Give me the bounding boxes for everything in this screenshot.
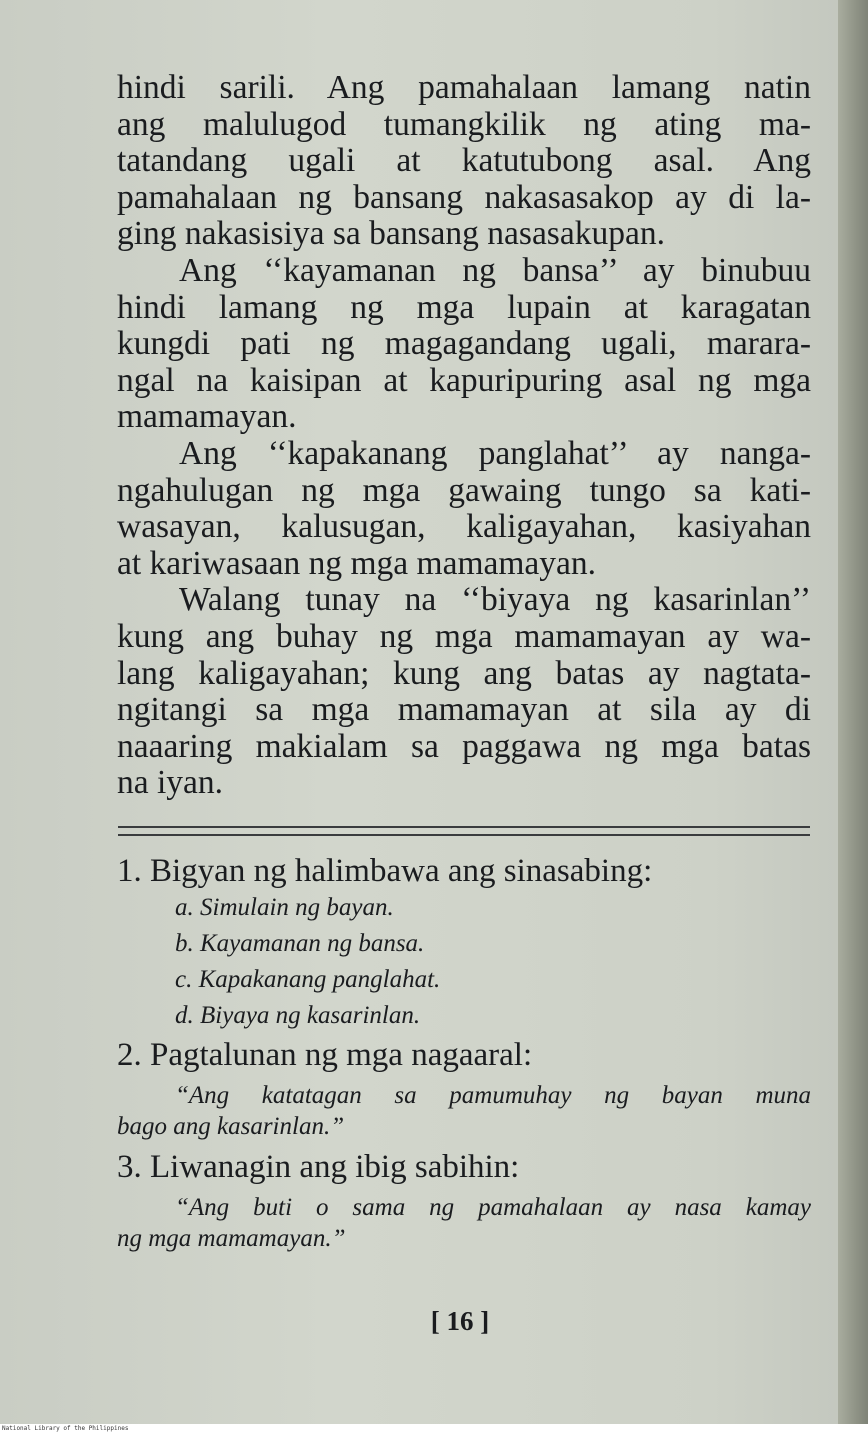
exercise-quote — [117, 1080, 811, 1142]
exercise-item: c. Kapakanang panglahat. — [175, 966, 441, 993]
text-line: kung ang buhay ng mga mamamayan ay wa- — [117, 617, 811, 655]
text-line: tatandang ugali at katutubong asal. Ang — [117, 142, 811, 180]
text-line: lang kaligayahan; kung ang batas ay nagtata- — [117, 654, 811, 692]
text-line: Walang tunay na ‘‘biyaya ng kasarinlan’’ — [179, 581, 811, 619]
double-rule-bottom — [118, 834, 810, 836]
text-line: naaaring makialam sa paggawa ng mga batas — [117, 727, 811, 765]
exercise-item: a. Simulain ng bayan. — [175, 894, 394, 921]
footer-strip — [0, 1424, 868, 1433]
page-number: [ 16 ] — [430, 1306, 490, 1336]
quote-line: “Ang buti o sama ng pamahalaan ay nasa kamay — [175, 1194, 811, 1221]
exercise-heading: 1. Bigyan ng halimbawa ang sinasabing: — [117, 853, 653, 889]
text-line: hindi sarili. Ang pamahalaan lamang natin — [117, 69, 811, 106]
text-line: Ang ‘‘kapakanang panglahat’’ ay nanga- — [179, 434, 811, 472]
text-line: ngal na kaisipan at kapuripuring asal ng mga — [117, 361, 811, 399]
text-line: wasayan, kalusugan, kaligayahan, kasiyahan — [117, 508, 811, 546]
quote-line: ng mga mamamayan.” — [117, 1225, 346, 1252]
text-line: mamamayan. — [117, 398, 297, 436]
quote-line: bago ang kasarinlan.” — [117, 1113, 345, 1140]
text-line: na iyan. — [117, 764, 224, 802]
text-line: pamahalaan ng bansang nakasasakop ay di la- — [117, 178, 811, 216]
exercise-heading: 3. Liwanagin ang ibig sabihin: — [117, 1149, 520, 1185]
library-credit: National Library of the Philippines — [2, 1425, 129, 1432]
exercise-heading: 2. Pagtalunan ng mga nagaaral: — [117, 1037, 533, 1073]
text-line: ngahulugan ng mga gawaing tungo sa kati- — [117, 471, 811, 509]
text-line: hindi lamang ng mga lupain at karagatan — [117, 288, 811, 326]
quote-line: “Ang katatagan sa pamumuhay ng bayan muna — [175, 1082, 811, 1109]
exercise-item: b. Kayamanan ng bansa. — [175, 930, 425, 957]
body-text — [117, 70, 811, 802]
double-rule-top — [118, 826, 810, 828]
text-line: Ang ‘‘kayamanan ng bansa’’ ay binubuu — [179, 251, 811, 289]
exercise-quote — [117, 1192, 811, 1254]
exercises — [117, 852, 811, 1254]
text-line: ang malulugod tumangkilik ng ating ma- — [117, 105, 811, 143]
text-line: ging nakasisiya sa bansang nasasakupan. — [117, 215, 665, 253]
text-line: at kariwasaan ng mga mamamayan. — [117, 544, 597, 582]
text-line: kungdi pati ng magagandang ugali, marara- — [117, 325, 811, 363]
page-edge — [838, 0, 868, 1424]
exercise-item: d. Biyaya ng kasarinlan. — [175, 1002, 421, 1029]
text-line: ngitangi sa mga mamamayan at sila ay di — [117, 691, 811, 729]
